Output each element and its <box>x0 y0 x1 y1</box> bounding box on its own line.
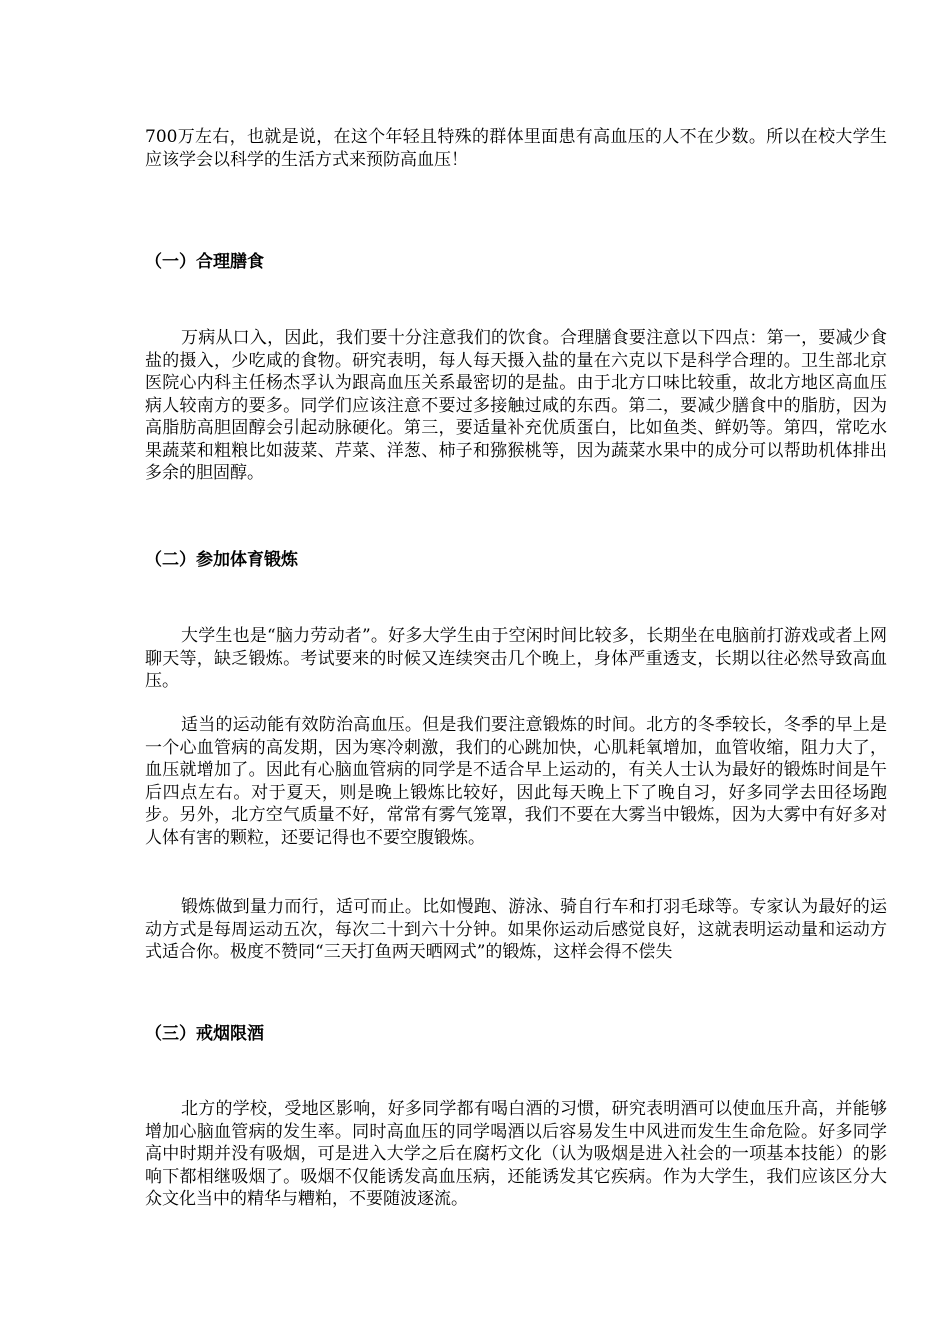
section-heading-smoking-drinking: （三）戒烟限酒 <box>145 1024 264 1044</box>
exercise-paragraph-3: 锻炼做到量力而行，适可而止。比如慢跑、游泳、骑自行车和打羽毛球等。专家认为最好的运动方式是每周运动五次，每次二十到六十分钟。如果你运动后感觉良好，这就表明运动量和运动方式适合你。极度不赞同“三天打鱼两天晒网式”的锻炼，这样会得不偿失 <box>145 897 887 962</box>
exercise-paragraph-1: 大学生也是“脑力劳动者”。好多大学生由于空闲时间比较多，长期坐在电脑前打游戏或者上网聊天等，缺乏锻炼。考试要来的时候又连续突击几个晚上，身体严重透支，长期以往必然导致高血压。 <box>145 626 887 691</box>
diet-paragraph: 万病从口入，因此，我们要十分注意我们的饮食。合理膳食要注意以下四点：第一，要减少食盐的摄入，少吃咸的食物。研究表明，每人每天摄入盐的量在六克以下是科学合理的。卫生部北京医院心内科主任杨杰孚认为跟高血压关系最密切的是盐。由于北方口味比较重，故北方地区高血压病人较南方的要多。同学们应该注意不要过多接触过咸的东西。第二，要减少膳食中的脂肪，因为高脂肪高胆固醇会引起动脉硬化。第三，要适量补充优质蛋白，比如鱼类、鲜奶等。第四，常吃水果蔬菜和粗粮比如菠菜、芹菜、洋葱、柿子和猕猴桃等，因为蔬菜水果中的成分可以帮助机体排出多余的胆固醇。 <box>145 328 887 483</box>
smoking-drinking-paragraph: 北方的学校，受地区影响，好多同学都有喝白酒的习惯，研究表明酒可以使血压升高，并能够增加心脑血管病的发生率。同时高血压的同学喝酒以后容易发生中风进而发生生命危险。好多同学高中时期并没有吸烟，可是进入大学之后在腐朽文化（认为吸烟是进入社会的一项基本技能）的影响下都相继吸烟了。吸烟不仅能诱发高血压病，还能诱发其它疾病。作为大学生，我们应该区分大众文化当中的精华与糟粕，不要随波逐流。 <box>145 1099 887 1209</box>
section-heading-diet: （一）合理膳食 <box>145 252 264 272</box>
section-heading-exercise: （二）参加体育锻炼 <box>145 550 298 570</box>
exercise-paragraph-2: 适当的运动能有效防治高血压。但是我们要注意锻炼的时间。北方的冬季较长，冬季的早上是一个心血管病的高发期，因为寒冷刺激，我们的心跳加快，心肌耗氧增加，血管收缩，阻力大了，血压就增加了。因此有心脑血管病的同学是不适合早上运动的，有关人士认为最好的锻炼时间是午后四点左右。对于夏天，则是晚上锻炼比较好，因此每天晚上下了晚自习，好多同学去田径场跑步。另外，北方空气质量不好，常常有雾气笼罩，我们不要在大雾当中锻炼，因为大雾中有好多对人体有害的颗粒，还要记得也不要空腹锻炼。 <box>145 715 887 848</box>
intro-paragraph: 700万左右，也就是说，在这个年轻且特殊的群体里面患有高血压的人不在少数。所以在校大学生应该学会以科学的生活方式来预防高血压！ <box>145 127 887 170</box>
